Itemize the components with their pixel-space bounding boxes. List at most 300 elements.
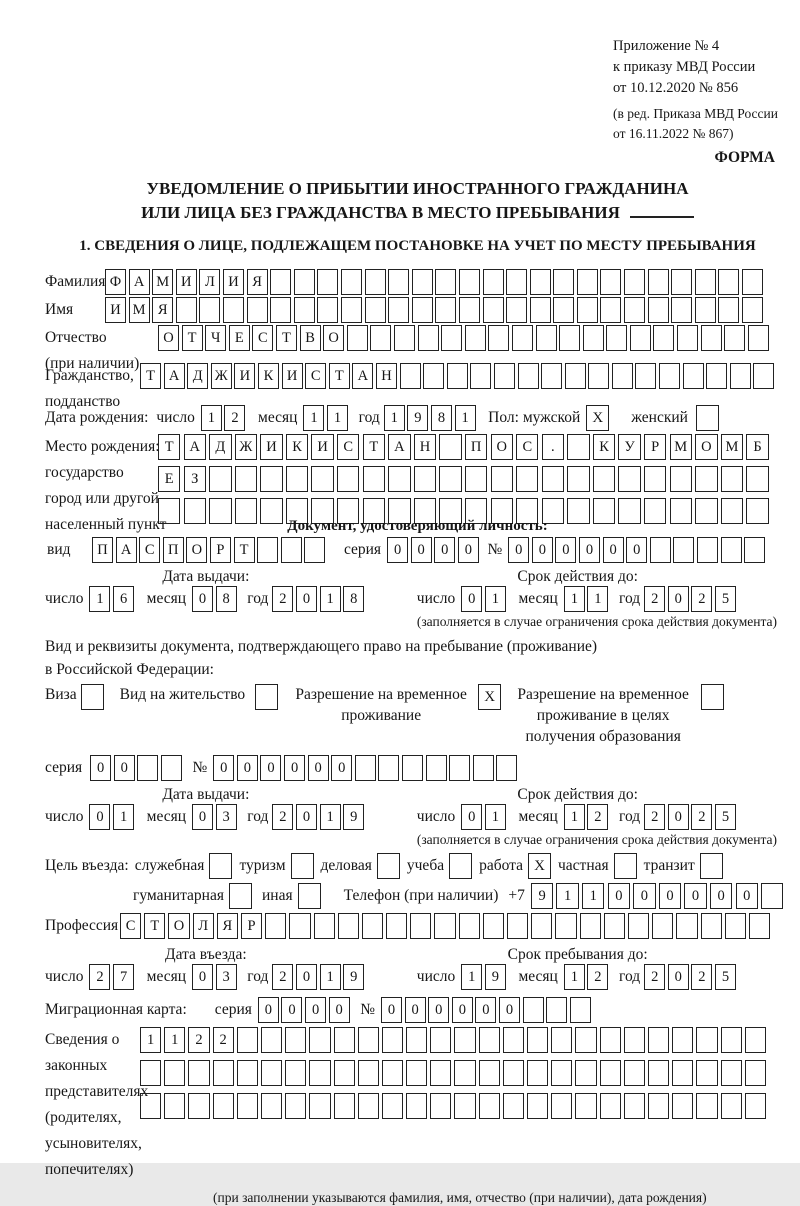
char-cell[interactable]: О <box>158 325 179 351</box>
char-cell[interactable] <box>575 1060 596 1086</box>
char-cell[interactable] <box>624 269 645 295</box>
char-cell[interactable] <box>237 1093 258 1119</box>
char-cell[interactable]: Л <box>199 269 220 295</box>
char-cell[interactable] <box>388 466 410 492</box>
char-cell[interactable]: 0 <box>237 755 258 781</box>
char-cell[interactable]: Ж <box>211 363 232 389</box>
char-cell[interactable]: Я <box>217 913 238 939</box>
char-cell[interactable] <box>261 1060 282 1086</box>
char-cell[interactable] <box>695 269 716 295</box>
char-cell[interactable]: 0 <box>114 755 135 781</box>
char-cell[interactable] <box>553 269 574 295</box>
char-cell[interactable]: 2 <box>691 804 712 830</box>
char-cell[interactable]: М <box>721 434 743 460</box>
char-cell[interactable] <box>286 466 308 492</box>
char-cell[interactable] <box>555 913 576 939</box>
char-cell[interactable]: У <box>618 434 640 460</box>
char-cell[interactable]: 9 <box>343 964 364 990</box>
char-cell[interactable] <box>628 913 649 939</box>
char-cell[interactable]: О <box>491 434 513 460</box>
char-cell[interactable] <box>730 363 751 389</box>
char-cell[interactable] <box>701 325 722 351</box>
char-cell[interactable] <box>270 297 291 323</box>
char-cell[interactable] <box>721 1027 742 1053</box>
char-cell[interactable]: 0 <box>192 804 213 830</box>
char-cell[interactable] <box>527 1093 548 1119</box>
char-cell[interactable] <box>721 1093 742 1119</box>
char-cell[interactable] <box>257 537 278 563</box>
char-cell[interactable] <box>503 1093 524 1119</box>
char-cell[interactable]: 1 <box>485 804 506 830</box>
char-cell[interactable] <box>676 913 697 939</box>
char-cell[interactable] <box>347 325 368 351</box>
char-cell[interactable] <box>479 1093 500 1119</box>
char-cell[interactable]: К <box>258 363 279 389</box>
char-cell[interactable] <box>341 297 362 323</box>
char-cell[interactable]: 0 <box>710 883 732 909</box>
char-cell[interactable] <box>683 363 704 389</box>
char-cell[interactable]: 2 <box>587 804 608 830</box>
char-cell[interactable]: 1 <box>384 405 405 431</box>
char-cell[interactable]: С <box>305 363 326 389</box>
char-cell[interactable] <box>334 1093 355 1119</box>
char-cell[interactable]: 5 <box>715 964 736 990</box>
char-cell[interactable] <box>670 498 692 524</box>
char-cell[interactable] <box>624 1060 645 1086</box>
char-cell[interactable]: А <box>352 363 373 389</box>
char-cell[interactable] <box>439 466 461 492</box>
char-cell[interactable]: 1 <box>303 405 324 431</box>
char-cell[interactable] <box>672 1060 693 1086</box>
char-cell[interactable] <box>414 466 436 492</box>
char-cell[interactable]: И <box>282 363 303 389</box>
char-cell[interactable] <box>746 466 768 492</box>
char-cell[interactable] <box>600 297 621 323</box>
char-cell[interactable] <box>265 913 286 939</box>
char-cell[interactable] <box>285 1093 306 1119</box>
char-cell[interactable] <box>527 1060 548 1086</box>
char-cell[interactable]: Т <box>363 434 385 460</box>
char-cell[interactable]: 1 <box>201 405 222 431</box>
char-cell[interactable] <box>567 498 589 524</box>
char-cell[interactable]: 0 <box>381 997 402 1023</box>
char-cell[interactable] <box>604 913 625 939</box>
char-cell[interactable]: 1 <box>564 964 585 990</box>
visa-checkbox[interactable] <box>81 684 104 710</box>
char-cell[interactable] <box>546 997 567 1023</box>
char-cell[interactable] <box>341 269 362 295</box>
char-cell[interactable] <box>406 1027 427 1053</box>
char-cell[interactable]: 0 <box>192 964 213 990</box>
char-cell[interactable] <box>459 269 480 295</box>
char-cell[interactable] <box>410 913 431 939</box>
char-cell[interactable] <box>652 913 673 939</box>
char-cell[interactable] <box>745 1093 766 1119</box>
char-cell[interactable] <box>644 498 666 524</box>
char-cell[interactable] <box>304 537 325 563</box>
char-cell[interactable] <box>551 1027 572 1053</box>
char-cell[interactable] <box>281 537 302 563</box>
char-cell[interactable]: 0 <box>458 537 479 563</box>
char-cell[interactable]: 0 <box>668 804 689 830</box>
char-cell[interactable]: 2 <box>587 964 608 990</box>
char-cell[interactable] <box>635 363 656 389</box>
char-cell[interactable]: И <box>223 269 244 295</box>
char-cell[interactable]: 0 <box>192 586 213 612</box>
char-cell[interactable] <box>697 537 718 563</box>
char-cell[interactable]: 7 <box>113 964 134 990</box>
char-cell[interactable] <box>570 997 591 1023</box>
char-cell[interactable] <box>648 1027 669 1053</box>
char-cell[interactable]: А <box>388 434 410 460</box>
char-cell[interactable]: 0 <box>668 586 689 612</box>
char-cell[interactable] <box>583 325 604 351</box>
char-cell[interactable]: 1 <box>164 1027 185 1053</box>
char-cell[interactable]: Н <box>376 363 397 389</box>
char-cell[interactable] <box>137 755 158 781</box>
char-cell[interactable] <box>648 1093 669 1119</box>
purpose-transit-checkbox[interactable] <box>700 853 723 879</box>
char-cell[interactable] <box>247 297 268 323</box>
char-cell[interactable]: Т <box>234 537 255 563</box>
char-cell[interactable] <box>365 269 386 295</box>
char-cell[interactable]: 2 <box>644 804 665 830</box>
char-cell[interactable] <box>577 297 598 323</box>
char-cell[interactable]: 0 <box>89 804 110 830</box>
char-cell[interactable] <box>580 913 601 939</box>
char-cell[interactable] <box>418 325 439 351</box>
char-cell[interactable] <box>518 363 539 389</box>
char-cell[interactable]: Я <box>152 297 173 323</box>
char-cell[interactable] <box>695 297 716 323</box>
char-cell[interactable]: 0 <box>499 997 520 1023</box>
char-cell[interactable] <box>624 1093 645 1119</box>
char-cell[interactable]: 0 <box>736 883 758 909</box>
char-cell[interactable] <box>378 755 399 781</box>
char-cell[interactable] <box>742 269 763 295</box>
char-cell[interactable] <box>363 466 385 492</box>
char-cell[interactable]: Я <box>247 269 268 295</box>
char-cell[interactable] <box>644 466 666 492</box>
char-cell[interactable] <box>565 363 586 389</box>
char-cell[interactable]: 1 <box>556 883 578 909</box>
char-cell[interactable] <box>624 297 645 323</box>
char-cell[interactable] <box>618 466 640 492</box>
char-cell[interactable]: 8 <box>431 405 452 431</box>
char-cell[interactable]: 3 <box>216 964 237 990</box>
char-cell[interactable] <box>630 325 651 351</box>
char-cell[interactable] <box>237 1027 258 1053</box>
char-cell[interactable]: С <box>120 913 141 939</box>
char-cell[interactable] <box>382 1093 403 1119</box>
char-cell[interactable]: 1 <box>582 883 604 909</box>
char-cell[interactable] <box>459 297 480 323</box>
char-cell[interactable]: В <box>300 325 321 351</box>
char-cell[interactable] <box>744 537 765 563</box>
char-cell[interactable] <box>412 297 433 323</box>
char-cell[interactable]: П <box>163 537 184 563</box>
char-cell[interactable] <box>503 1027 524 1053</box>
char-cell[interactable] <box>454 1060 475 1086</box>
char-cell[interactable] <box>721 466 743 492</box>
char-cell[interactable]: 0 <box>284 755 305 781</box>
char-cell[interactable] <box>512 325 533 351</box>
char-cell[interactable] <box>140 1093 161 1119</box>
char-cell[interactable] <box>394 325 415 351</box>
char-cell[interactable] <box>745 1027 766 1053</box>
char-cell[interactable]: Р <box>644 434 666 460</box>
purpose-business-checkbox[interactable] <box>377 853 400 879</box>
char-cell[interactable] <box>447 363 468 389</box>
char-cell[interactable] <box>530 269 551 295</box>
char-cell[interactable] <box>650 537 671 563</box>
char-cell[interactable]: 1 <box>320 964 341 990</box>
char-cell[interactable] <box>672 1093 693 1119</box>
char-cell[interactable] <box>577 269 598 295</box>
char-cell[interactable]: И <box>105 297 126 323</box>
char-cell[interactable] <box>612 363 633 389</box>
char-cell[interactable] <box>483 297 504 323</box>
char-cell[interactable]: 1 <box>140 1027 161 1053</box>
char-cell[interactable] <box>536 325 557 351</box>
char-cell[interactable]: 2 <box>272 586 293 612</box>
purpose-humanitarian-checkbox[interactable] <box>229 883 252 909</box>
char-cell[interactable] <box>355 755 376 781</box>
char-cell[interactable] <box>746 498 768 524</box>
char-cell[interactable]: 1 <box>327 405 348 431</box>
char-cell[interactable]: М <box>152 269 173 295</box>
residence-permit-checkbox[interactable] <box>255 684 278 710</box>
char-cell[interactable] <box>718 269 739 295</box>
char-cell[interactable]: 2 <box>272 964 293 990</box>
char-cell[interactable] <box>454 1093 475 1119</box>
char-cell[interactable]: 1 <box>320 804 341 830</box>
char-cell[interactable] <box>406 1093 427 1119</box>
char-cell[interactable]: О <box>186 537 207 563</box>
char-cell[interactable]: 1 <box>455 405 476 431</box>
char-cell[interactable]: 2 <box>644 964 665 990</box>
char-cell[interactable]: 0 <box>213 755 234 781</box>
char-cell[interactable] <box>454 1027 475 1053</box>
char-cell[interactable]: 8 <box>343 586 364 612</box>
char-cell[interactable] <box>671 269 692 295</box>
char-cell[interactable] <box>742 297 763 323</box>
char-cell[interactable] <box>696 1060 717 1086</box>
char-cell[interactable]: С <box>516 434 538 460</box>
char-cell[interactable]: П <box>92 537 113 563</box>
char-cell[interactable] <box>209 498 231 524</box>
char-cell[interactable]: О <box>323 325 344 351</box>
char-cell[interactable] <box>551 1093 572 1119</box>
char-cell[interactable]: 0 <box>296 804 317 830</box>
char-cell[interactable] <box>426 755 447 781</box>
char-cell[interactable]: Ч <box>205 325 226 351</box>
char-cell[interactable] <box>695 466 717 492</box>
char-cell[interactable]: А <box>116 537 137 563</box>
char-cell[interactable] <box>618 498 640 524</box>
char-cell[interactable] <box>503 1060 524 1086</box>
purpose-tourism-checkbox[interactable] <box>291 853 314 879</box>
char-cell[interactable] <box>724 325 745 351</box>
char-cell[interactable] <box>209 466 231 492</box>
char-cell[interactable]: 0 <box>633 883 655 909</box>
char-cell[interactable] <box>593 498 615 524</box>
char-cell[interactable] <box>516 466 538 492</box>
char-cell[interactable] <box>358 1093 379 1119</box>
char-cell[interactable]: 0 <box>296 586 317 612</box>
char-cell[interactable] <box>382 1060 403 1086</box>
char-cell[interactable] <box>441 325 462 351</box>
char-cell[interactable]: 0 <box>532 537 553 563</box>
education-residence-checkbox[interactable] <box>701 684 724 710</box>
char-cell[interactable] <box>176 297 197 323</box>
char-cell[interactable] <box>506 269 527 295</box>
char-cell[interactable] <box>223 297 244 323</box>
char-cell[interactable] <box>567 434 589 460</box>
char-cell[interactable] <box>465 466 487 492</box>
char-cell[interactable] <box>434 913 455 939</box>
char-cell[interactable]: 1 <box>461 964 482 990</box>
char-cell[interactable]: 0 <box>434 537 455 563</box>
char-cell[interactable] <box>213 1093 234 1119</box>
char-cell[interactable]: М <box>129 297 150 323</box>
char-cell[interactable] <box>567 466 589 492</box>
temp-residence-checkbox[interactable]: X <box>478 684 501 710</box>
char-cell[interactable] <box>600 1093 621 1119</box>
char-cell[interactable] <box>334 1027 355 1053</box>
char-cell[interactable] <box>161 755 182 781</box>
char-cell[interactable]: 0 <box>508 537 529 563</box>
char-cell[interactable]: 9 <box>531 883 553 909</box>
char-cell[interactable]: 2 <box>644 586 665 612</box>
char-cell[interactable]: К <box>593 434 615 460</box>
char-cell[interactable] <box>725 913 746 939</box>
char-cell[interactable]: 0 <box>305 997 326 1023</box>
char-cell[interactable]: Т <box>144 913 165 939</box>
char-cell[interactable]: С <box>252 325 273 351</box>
char-cell[interactable] <box>459 913 480 939</box>
sex-male-checkbox[interactable]: X <box>586 405 609 431</box>
char-cell[interactable]: 0 <box>555 537 576 563</box>
char-cell[interactable]: Н <box>414 434 436 460</box>
char-cell[interactable] <box>648 297 669 323</box>
char-cell[interactable] <box>718 297 739 323</box>
char-cell[interactable] <box>235 498 257 524</box>
char-cell[interactable] <box>294 269 315 295</box>
char-cell[interactable] <box>600 1027 621 1053</box>
char-cell[interactable] <box>479 1060 500 1086</box>
char-cell[interactable] <box>696 1027 717 1053</box>
char-cell[interactable]: 0 <box>659 883 681 909</box>
char-cell[interactable] <box>551 1060 572 1086</box>
char-cell[interactable]: . <box>542 434 564 460</box>
char-cell[interactable] <box>309 1093 330 1119</box>
char-cell[interactable]: А <box>129 269 150 295</box>
purpose-private-checkbox[interactable] <box>614 853 637 879</box>
char-cell[interactable]: 2 <box>691 964 712 990</box>
char-cell[interactable] <box>430 1027 451 1053</box>
char-cell[interactable]: О <box>168 913 189 939</box>
char-cell[interactable]: 0 <box>405 997 426 1023</box>
char-cell[interactable]: 0 <box>626 537 647 563</box>
char-cell[interactable] <box>721 1060 742 1086</box>
char-cell[interactable]: 0 <box>475 997 496 1023</box>
char-cell[interactable] <box>624 1027 645 1053</box>
char-cell[interactable] <box>260 498 282 524</box>
char-cell[interactable] <box>337 466 359 492</box>
char-cell[interactable]: Т <box>158 434 180 460</box>
char-cell[interactable] <box>671 297 692 323</box>
char-cell[interactable]: Т <box>276 325 297 351</box>
char-cell[interactable] <box>491 466 513 492</box>
char-cell[interactable]: М <box>670 434 692 460</box>
char-cell[interactable] <box>314 913 335 939</box>
char-cell[interactable] <box>285 1027 306 1053</box>
char-cell[interactable]: А <box>184 434 206 460</box>
char-cell[interactable] <box>488 325 509 351</box>
char-cell[interactable] <box>470 363 491 389</box>
char-cell[interactable] <box>435 269 456 295</box>
char-cell[interactable]: Е <box>229 325 250 351</box>
char-cell[interactable]: 2 <box>213 1027 234 1053</box>
char-cell[interactable] <box>285 1060 306 1086</box>
char-cell[interactable] <box>494 363 515 389</box>
char-cell[interactable] <box>496 755 517 781</box>
char-cell[interactable] <box>317 297 338 323</box>
char-cell[interactable] <box>721 537 742 563</box>
char-cell[interactable] <box>721 498 743 524</box>
char-cell[interactable] <box>483 913 504 939</box>
char-cell[interactable]: О <box>695 434 717 460</box>
char-cell[interactable]: 5 <box>715 586 736 612</box>
char-cell[interactable]: 0 <box>90 755 111 781</box>
char-cell[interactable] <box>237 1060 258 1086</box>
char-cell[interactable]: 0 <box>428 997 449 1023</box>
char-cell[interactable] <box>673 537 694 563</box>
char-cell[interactable] <box>542 466 564 492</box>
char-cell[interactable] <box>184 498 206 524</box>
char-cell[interactable] <box>748 325 769 351</box>
char-cell[interactable]: Т <box>140 363 161 389</box>
char-cell[interactable] <box>294 297 315 323</box>
char-cell[interactable] <box>506 297 527 323</box>
char-cell[interactable]: 8 <box>216 586 237 612</box>
char-cell[interactable] <box>382 1027 403 1053</box>
char-cell[interactable] <box>309 1027 330 1053</box>
sex-female-checkbox[interactable] <box>696 405 719 431</box>
char-cell[interactable] <box>334 1060 355 1086</box>
char-cell[interactable] <box>606 325 627 351</box>
char-cell[interactable]: И <box>311 434 333 460</box>
char-cell[interactable] <box>706 363 727 389</box>
char-cell[interactable] <box>412 269 433 295</box>
char-cell[interactable]: Т <box>329 363 350 389</box>
char-cell[interactable]: Ф <box>105 269 126 295</box>
char-cell[interactable] <box>653 325 674 351</box>
char-cell[interactable] <box>270 269 291 295</box>
char-cell[interactable] <box>541 363 562 389</box>
char-cell[interactable]: И <box>176 269 197 295</box>
char-cell[interactable] <box>527 1027 548 1053</box>
char-cell[interactable]: 0 <box>281 997 302 1023</box>
char-cell[interactable]: С <box>139 537 160 563</box>
char-cell[interactable] <box>402 755 423 781</box>
char-cell[interactable] <box>309 1060 330 1086</box>
char-cell[interactable]: 2 <box>272 804 293 830</box>
char-cell[interactable] <box>362 913 383 939</box>
char-cell[interactable] <box>553 297 574 323</box>
char-cell[interactable]: 0 <box>329 997 350 1023</box>
